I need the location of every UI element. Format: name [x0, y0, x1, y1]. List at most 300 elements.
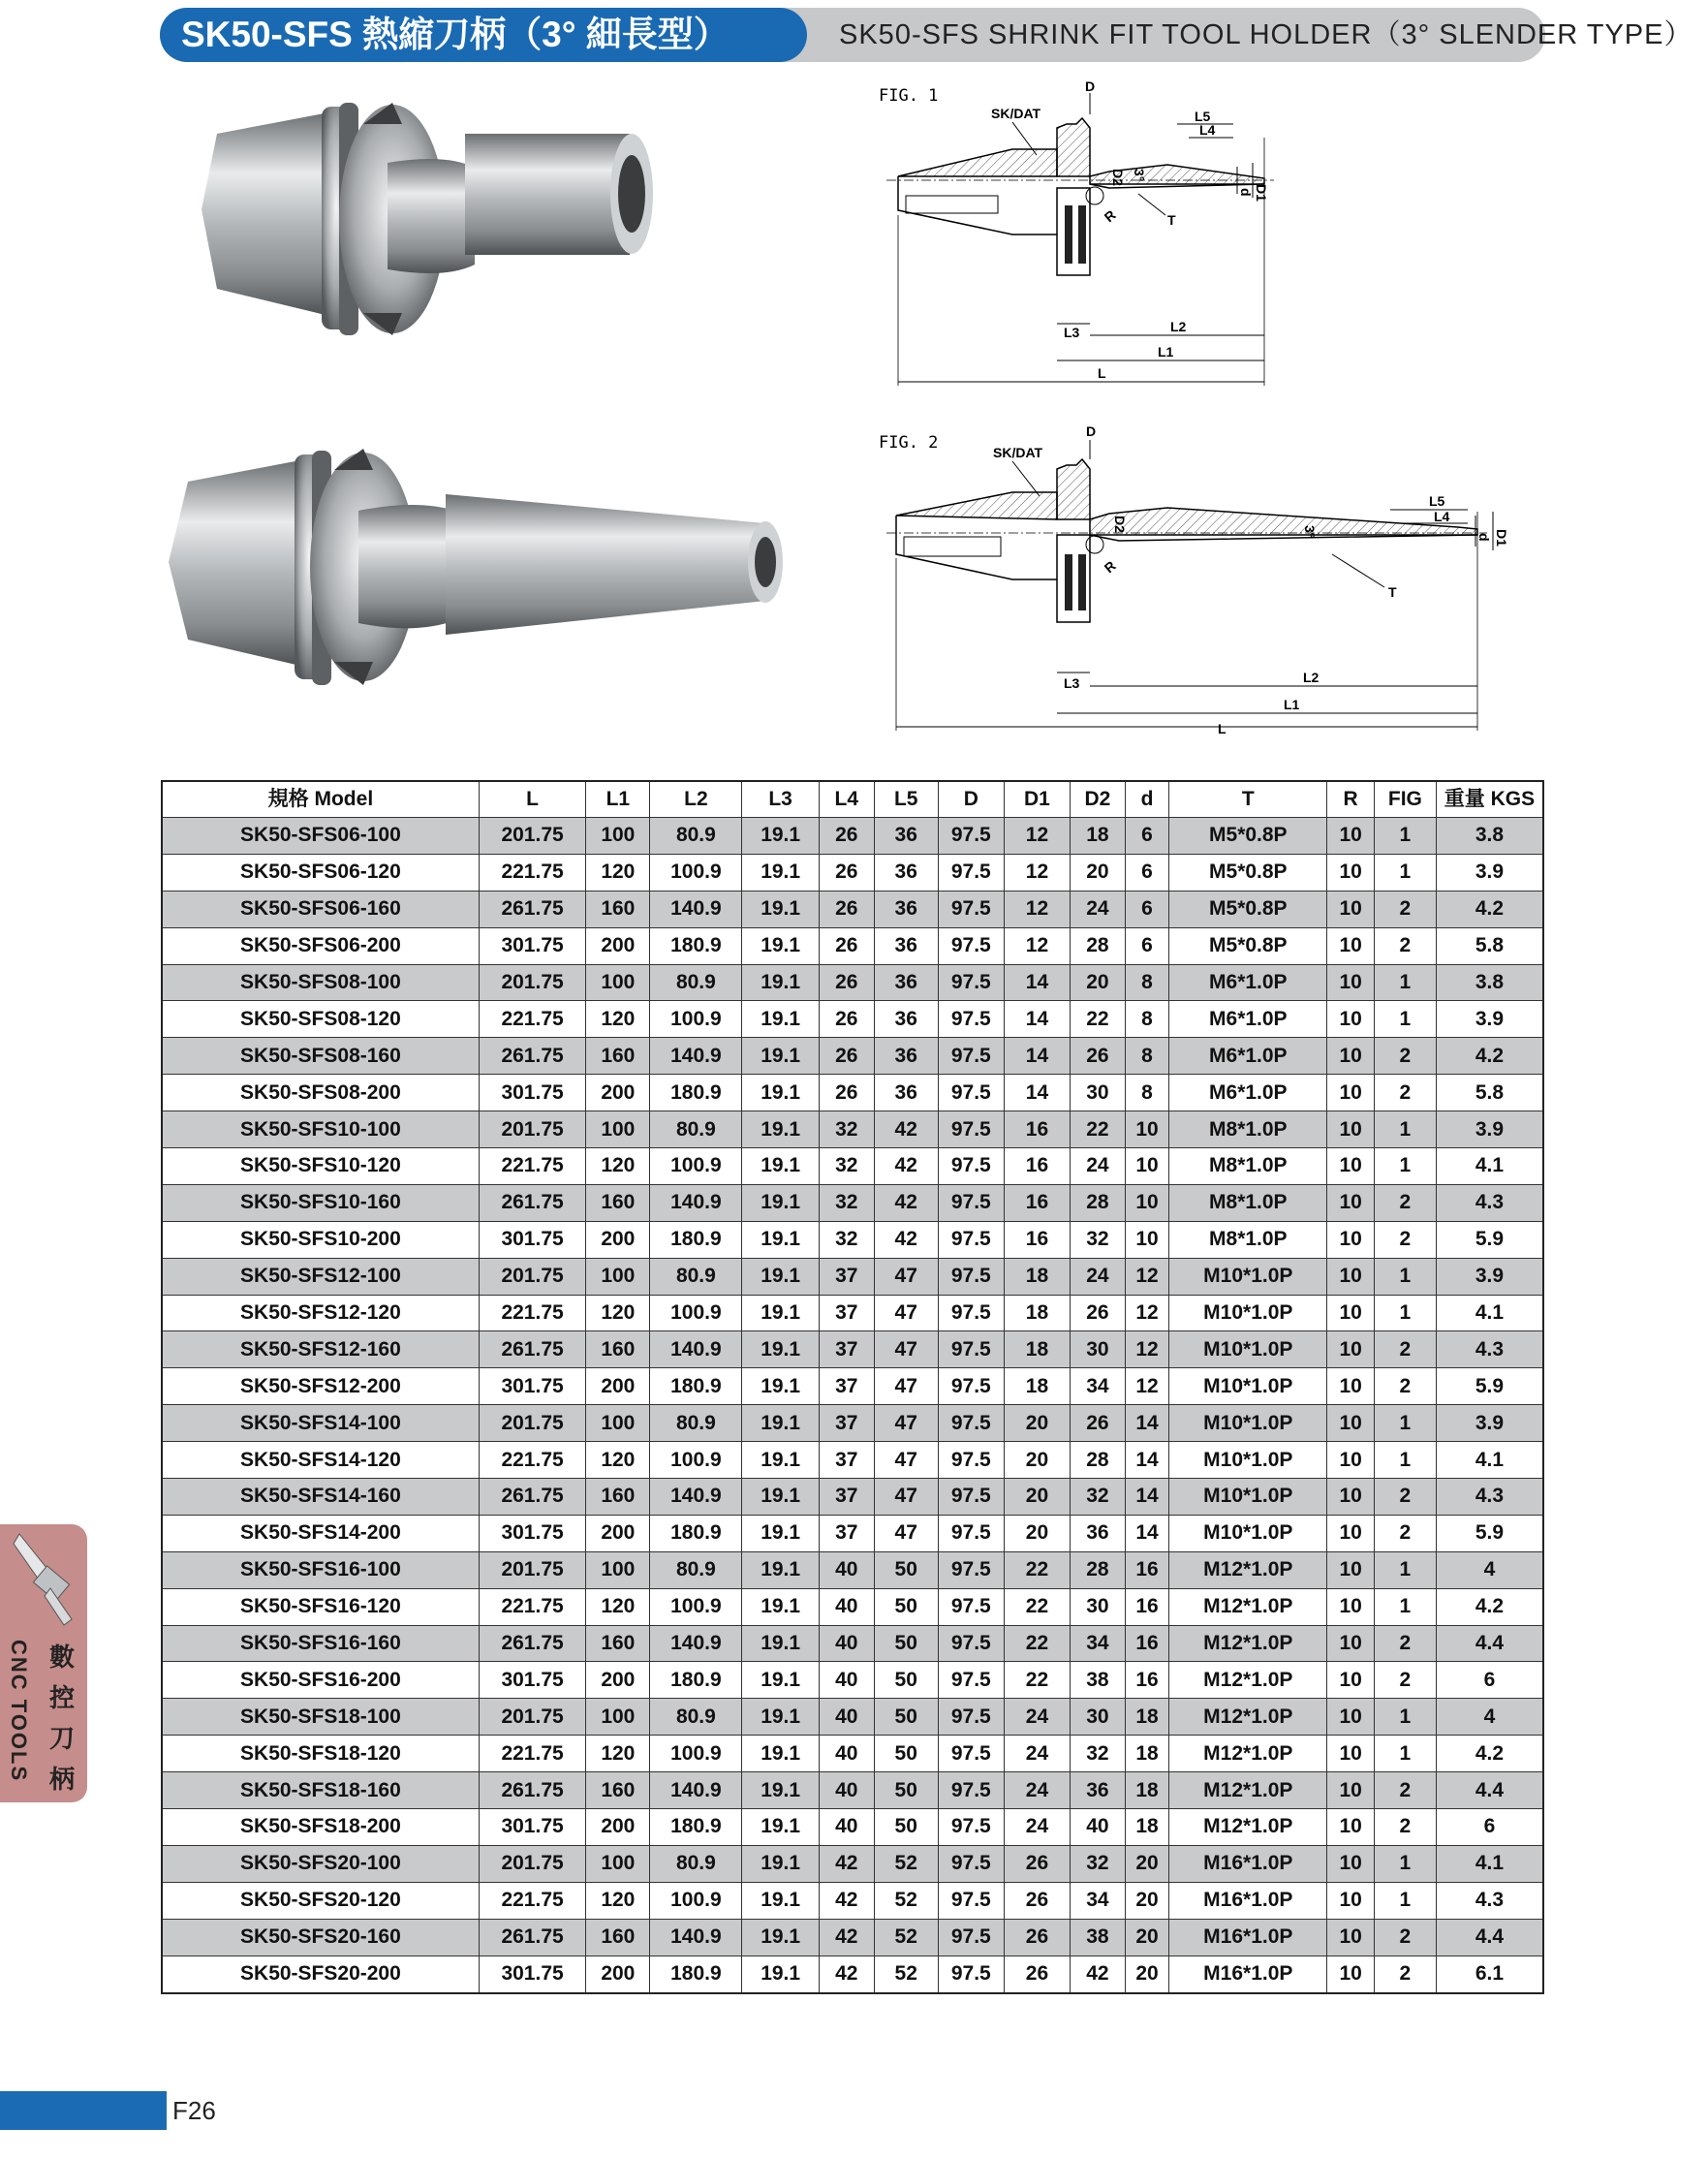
table-cell: 200 — [586, 1368, 650, 1405]
table-cell: 19.1 — [742, 1845, 820, 1882]
table-row — [162, 854, 1543, 891]
table-cell: 16 — [1125, 1662, 1168, 1699]
tool-holder-photo-short — [194, 95, 678, 345]
table-cell: 201.75 — [479, 1405, 585, 1442]
table-cell: 26 — [1071, 1405, 1126, 1442]
table-cell: 37 — [819, 1442, 874, 1479]
table-cell: 221.75 — [479, 1001, 585, 1038]
col-header: 規格 Model — [162, 781, 479, 818]
table-cell: 40 — [819, 1625, 874, 1662]
table-cell: SK50-SFS10-100 — [162, 1111, 479, 1148]
table-cell: 120 — [586, 1882, 650, 1919]
table-cell: 97.5 — [938, 1588, 1004, 1625]
table-cell: 1 — [1374, 1442, 1436, 1479]
table-cell: 42 — [1071, 1956, 1126, 1992]
table-cell: 40 — [819, 1736, 874, 1772]
table-cell: 10 — [1327, 1919, 1375, 1956]
table-cell: 47 — [874, 1515, 938, 1551]
table-cell: 261.75 — [479, 1625, 585, 1662]
table-cell: 2 — [1374, 1956, 1436, 1992]
table-cell: 20 — [1004, 1405, 1070, 1442]
table-cell: 4.1 — [1436, 1442, 1543, 1479]
fig2-dim-d: d — [1476, 533, 1492, 542]
table-cell: SK50-SFS08-200 — [162, 1075, 479, 1111]
table-row — [162, 1442, 1543, 1479]
table-cell: 180.9 — [650, 1662, 742, 1699]
table-row — [162, 1956, 1543, 1992]
table-cell: 97.5 — [938, 1662, 1004, 1699]
spec-table — [161, 780, 1544, 1994]
table-cell: SK50-SFS06-160 — [162, 891, 479, 927]
table-cell: 261.75 — [479, 1331, 585, 1368]
table-cell: 19.1 — [742, 1001, 820, 1038]
table-cell: M16*1.0P — [1169, 1882, 1327, 1919]
table-cell: 1 — [1374, 1736, 1436, 1772]
table-cell: 12 — [1125, 1331, 1168, 1368]
table-cell: 10 — [1327, 1331, 1375, 1368]
table-cell: 16 — [1004, 1148, 1070, 1185]
table-cell: 10 — [1327, 1736, 1375, 1772]
table-cell: 47 — [874, 1442, 938, 1479]
table-cell: 200 — [586, 1221, 650, 1258]
table-cell: 37 — [819, 1368, 874, 1405]
table-cell: 97.5 — [938, 854, 1004, 891]
table-cell: SK50-SFS20-160 — [162, 1919, 479, 1956]
col-header: L1 — [586, 781, 650, 818]
table-cell: 10 — [1327, 1588, 1375, 1625]
table-cell: 22 — [1071, 1001, 1126, 1038]
table-cell: 10 — [1125, 1111, 1168, 1148]
table-cell: 180.9 — [650, 1221, 742, 1258]
table-cell: 10 — [1327, 1221, 1375, 1258]
table-row — [162, 1148, 1543, 1185]
table-cell: 50 — [874, 1588, 938, 1625]
table-cell: 1 — [1374, 1882, 1436, 1919]
table-cell: 200 — [586, 1662, 650, 1699]
table-cell: 52 — [874, 1919, 938, 1956]
table-cell: 6 — [1125, 818, 1168, 855]
table-row — [162, 1184, 1543, 1221]
table-cell: 200 — [586, 927, 650, 964]
table-cell: 200 — [586, 1956, 650, 1992]
table-cell: 10 — [1327, 964, 1375, 1001]
table-cell: 37 — [819, 1295, 874, 1331]
table-cell: 97.5 — [938, 1221, 1004, 1258]
fig2-dim-L1: L1 — [1284, 697, 1300, 712]
table-cell: 20 — [1125, 1919, 1168, 1956]
table-cell: 1 — [1374, 1295, 1436, 1331]
table-cell: 201.75 — [479, 1699, 585, 1736]
fig1-dim-D2: D2 — [1110, 169, 1126, 186]
table-cell: 200 — [586, 1075, 650, 1111]
table-cell: 100.9 — [650, 1882, 742, 1919]
table-cell: 8 — [1125, 1038, 1168, 1075]
table-cell: M6*1.0P — [1169, 1038, 1327, 1075]
col-header: T — [1169, 781, 1327, 818]
table-cell: 97.5 — [938, 1515, 1004, 1551]
table-cell: M5*0.8P — [1169, 854, 1327, 891]
table-cell: 1 — [1374, 964, 1436, 1001]
table-cell: 80.9 — [650, 1405, 742, 1442]
table-cell: 97.5 — [938, 818, 1004, 855]
table-cell: SK50-SFS12-100 — [162, 1258, 479, 1295]
table-cell: M8*1.0P — [1169, 1184, 1327, 1221]
table-cell: SK50-SFS06-200 — [162, 927, 479, 964]
table-cell: 97.5 — [938, 927, 1004, 964]
table-cell: 2 — [1374, 1919, 1436, 1956]
table-cell: 10 — [1327, 891, 1375, 927]
table-cell: 20 — [1125, 1882, 1168, 1919]
table-cell: 16 — [1125, 1588, 1168, 1625]
table-cell: 40 — [819, 1588, 874, 1625]
table-cell: 42 — [874, 1221, 938, 1258]
table-cell: SK50-SFS18-200 — [162, 1809, 479, 1846]
table-cell: 18 — [1071, 818, 1126, 855]
table-cell: 201.75 — [479, 1845, 585, 1882]
col-header: L4 — [819, 781, 874, 818]
table-cell: 2 — [1374, 927, 1436, 964]
table-cell: 97.5 — [938, 1368, 1004, 1405]
table-cell: 100.9 — [650, 1736, 742, 1772]
side-cn-char: 控 — [48, 1684, 75, 1713]
fig1-label: FIG. 1 — [879, 86, 939, 106]
table-cell: 10 — [1125, 1148, 1168, 1185]
table-cell: 22 — [1071, 1111, 1126, 1148]
table-cell: 221.75 — [479, 1736, 585, 1772]
page-title: SK50-SFS 熱縮刀柄（3° 細長型） — [160, 8, 807, 62]
table-cell: 30 — [1071, 1699, 1126, 1736]
fig1-dim-L1: L1 — [1158, 344, 1174, 360]
table-cell: 2 — [1374, 1221, 1436, 1258]
table-cell: 97.5 — [938, 891, 1004, 927]
table-cell: 97.5 — [938, 1479, 1004, 1516]
table-cell: 38 — [1071, 1919, 1126, 1956]
table-cell: 10 — [1327, 1258, 1375, 1295]
table-cell: 20 — [1004, 1479, 1070, 1516]
table-cell: 26 — [819, 891, 874, 927]
table-cell: M16*1.0P — [1169, 1845, 1327, 1882]
table-cell: 5.9 — [1436, 1368, 1543, 1405]
table-cell: SK50-SFS08-120 — [162, 1001, 479, 1038]
table-cell: 50 — [874, 1699, 938, 1736]
table-cell: 36 — [1071, 1772, 1126, 1809]
table-row — [162, 1736, 1543, 1772]
fig2-dim-L3: L3 — [1064, 675, 1080, 691]
table-cell: 221.75 — [479, 1442, 585, 1479]
table-cell: 200 — [586, 1515, 650, 1551]
table-cell: 100 — [586, 1258, 650, 1295]
side-cn-char: 數 — [48, 1643, 75, 1673]
table-cell: 42 — [819, 1919, 874, 1956]
table-cell: 36 — [874, 818, 938, 855]
table-cell: M10*1.0P — [1169, 1295, 1327, 1331]
table-cell: 19.1 — [742, 1405, 820, 1442]
table-cell: M5*0.8P — [1169, 891, 1327, 927]
table-cell: 19.1 — [742, 1772, 820, 1809]
table-cell: 19.1 — [742, 1551, 820, 1588]
table-cell: 19.1 — [742, 1111, 820, 1148]
table-cell: 10 — [1327, 1882, 1375, 1919]
table-cell: 10 — [1327, 1184, 1375, 1221]
table-cell: 120 — [586, 1148, 650, 1185]
table-cell: 10 — [1327, 1368, 1375, 1405]
col-header: d — [1125, 781, 1168, 818]
table-cell: SK50-SFS20-200 — [162, 1956, 479, 1992]
table-cell: 261.75 — [479, 1184, 585, 1221]
table-cell: 32 — [1071, 1221, 1126, 1258]
table-cell: M6*1.0P — [1169, 1075, 1327, 1111]
table-cell: 24 — [1071, 1258, 1126, 1295]
table-cell: 10 — [1327, 818, 1375, 855]
table-cell: 10 — [1327, 1148, 1375, 1185]
side-cn-char: 刀 — [48, 1725, 75, 1754]
table-cell: 19.1 — [742, 1736, 820, 1772]
table-cell: 221.75 — [479, 1588, 585, 1625]
table-cell: SK50-SFS06-100 — [162, 818, 479, 855]
table-cell: 4.1 — [1436, 1295, 1543, 1331]
table-cell: 97.5 — [938, 1405, 1004, 1442]
table-cell: SK50-SFS10-200 — [162, 1221, 479, 1258]
table-cell: 120 — [586, 1442, 650, 1479]
table-cell: 261.75 — [479, 891, 585, 927]
table-cell: 16 — [1125, 1625, 1168, 1662]
table-cell: 4.2 — [1436, 1588, 1543, 1625]
table-cell: M8*1.0P — [1169, 1111, 1327, 1148]
table-row — [162, 891, 1543, 927]
table-cell: M10*1.0P — [1169, 1331, 1327, 1368]
table-cell: SK50-SFS14-200 — [162, 1515, 479, 1551]
table-row — [162, 1551, 1543, 1588]
col-header: L5 — [874, 781, 938, 818]
table-cell: 22 — [1004, 1625, 1070, 1662]
table-cell: 80.9 — [650, 964, 742, 1001]
col-header: 重量 KGS — [1436, 781, 1543, 818]
table-cell: 30 — [1071, 1075, 1126, 1111]
table-cell: 140.9 — [650, 1184, 742, 1221]
table-cell: 301.75 — [479, 1809, 585, 1846]
fig2-dim-R: R — [1101, 557, 1119, 577]
table-cell: 19.1 — [742, 1882, 820, 1919]
table-cell: 100.9 — [650, 1001, 742, 1038]
table-cell: 42 — [874, 1111, 938, 1148]
table-cell: 47 — [874, 1295, 938, 1331]
table-cell: 20 — [1071, 854, 1126, 891]
table-cell: 12 — [1004, 927, 1070, 964]
table-cell: 26 — [1004, 1882, 1070, 1919]
table-cell: 37 — [819, 1515, 874, 1551]
table-cell: 10 — [1327, 1662, 1375, 1699]
table-cell: 97.5 — [938, 1295, 1004, 1331]
table-cell: 10 — [1327, 1111, 1375, 1148]
table-cell: 160 — [586, 1184, 650, 1221]
table-cell: 4.4 — [1436, 1625, 1543, 1662]
table-cell: 32 — [819, 1148, 874, 1185]
table-cell: 26 — [1071, 1038, 1126, 1075]
table-cell: 10 — [1327, 1551, 1375, 1588]
table-row — [162, 964, 1543, 1001]
table-cell: 80.9 — [650, 818, 742, 855]
table-cell: M12*1.0P — [1169, 1699, 1327, 1736]
table-row — [162, 1662, 1543, 1699]
table-cell: 261.75 — [479, 1919, 585, 1956]
table-cell: 5.9 — [1436, 1221, 1543, 1258]
table-cell: 28 — [1071, 927, 1126, 964]
table-cell: M10*1.0P — [1169, 1479, 1327, 1516]
table-cell: SK50-SFS06-120 — [162, 854, 479, 891]
table-row — [162, 1479, 1543, 1516]
table-cell: 80.9 — [650, 1551, 742, 1588]
table-cell: 14 — [1004, 1038, 1070, 1075]
table-cell: 301.75 — [479, 1075, 585, 1111]
table-cell: SK50-SFS18-160 — [162, 1772, 479, 1809]
table-cell: 97.5 — [938, 1001, 1004, 1038]
table-cell: 3.9 — [1436, 1258, 1543, 1295]
table-cell: 28 — [1071, 1442, 1126, 1479]
table-cell: 97.5 — [938, 1736, 1004, 1772]
table-cell: 8 — [1125, 964, 1168, 1001]
table-cell: 24 — [1071, 1148, 1126, 1185]
fig1-dim-L3: L3 — [1064, 325, 1080, 340]
table-cell: 50 — [874, 1772, 938, 1809]
table-cell: SK50-SFS10-160 — [162, 1184, 479, 1221]
table-cell: M10*1.0P — [1169, 1515, 1327, 1551]
table-cell: 160 — [586, 1331, 650, 1368]
table-cell: 18 — [1125, 1772, 1168, 1809]
table-cell: 20 — [1004, 1442, 1070, 1479]
table-cell: 10 — [1327, 1001, 1375, 1038]
table-cell: 1 — [1374, 1845, 1436, 1882]
table-cell: 160 — [586, 1625, 650, 1662]
table-cell: 4.3 — [1436, 1184, 1543, 1221]
table-cell: 10 — [1327, 1809, 1375, 1846]
table-cell: 32 — [819, 1111, 874, 1148]
col-header: L3 — [742, 781, 820, 818]
table-cell: 2 — [1374, 1809, 1436, 1846]
table-cell: 42 — [819, 1956, 874, 1992]
table-cell: 18 — [1125, 1809, 1168, 1846]
table-cell: 52 — [874, 1956, 938, 1992]
table-cell: 100 — [586, 1111, 650, 1148]
table-cell: M16*1.0P — [1169, 1919, 1327, 1956]
table-cell: 50 — [874, 1625, 938, 1662]
table-cell: SK50-SFS12-200 — [162, 1368, 479, 1405]
table-cell: 10 — [1327, 1772, 1375, 1809]
table-cell: 19.1 — [742, 1699, 820, 1736]
table-cell: M12*1.0P — [1169, 1736, 1327, 1772]
col-header: L — [479, 781, 585, 818]
table-cell: 97.5 — [938, 1809, 1004, 1846]
table-cell: 100 — [586, 1405, 650, 1442]
fig1-dim-L2: L2 — [1170, 319, 1187, 334]
table-cell: 30 — [1071, 1331, 1126, 1368]
table-cell: 6 — [1436, 1662, 1543, 1699]
table-cell: 47 — [874, 1479, 938, 1516]
table-cell: 19.1 — [742, 1038, 820, 1075]
table-cell: 100.9 — [650, 1588, 742, 1625]
table-cell: 2 — [1374, 891, 1436, 927]
fig1-dim-L4: L4 — [1199, 122, 1216, 138]
table-cell: 6.1 — [1436, 1956, 1543, 1992]
table-cell: 2 — [1374, 1479, 1436, 1516]
table-row — [162, 1882, 1543, 1919]
table-cell: 14 — [1004, 964, 1070, 1001]
table-cell: SK50-SFS10-120 — [162, 1148, 479, 1185]
table-cell: 12 — [1125, 1368, 1168, 1405]
table-cell: M10*1.0P — [1169, 1368, 1327, 1405]
table-cell: 36 — [874, 1001, 938, 1038]
table-cell: 10 — [1327, 927, 1375, 964]
fig1-dim-d: d — [1238, 188, 1254, 197]
table-cell: M12*1.0P — [1169, 1551, 1327, 1588]
table-cell: SK50-SFS08-160 — [162, 1038, 479, 1075]
side-tab-cn-text — [46, 1638, 78, 1800]
table-row — [162, 1515, 1543, 1551]
table-cell: SK50-SFS08-100 — [162, 964, 479, 1001]
table-cell: 10 — [1327, 1625, 1375, 1662]
table-cell: 140.9 — [650, 1479, 742, 1516]
table-cell: 261.75 — [479, 1479, 585, 1516]
table-cell: 47 — [874, 1331, 938, 1368]
table-row — [162, 1368, 1543, 1405]
table-cell: 201.75 — [479, 964, 585, 1001]
table-cell: 19.1 — [742, 1919, 820, 1956]
table-cell: 6 — [1125, 927, 1168, 964]
table-cell: 14 — [1004, 1001, 1070, 1038]
table-cell: 200 — [586, 1809, 650, 1846]
table-row — [162, 1038, 1543, 1075]
table-cell: 19.1 — [742, 1662, 820, 1699]
table-cell: 47 — [874, 1258, 938, 1295]
table-cell: 34 — [1071, 1625, 1126, 1662]
table-cell: 2 — [1374, 1038, 1436, 1075]
table-cell: 8 — [1125, 1001, 1168, 1038]
fig1-dim-deg: 3° — [1132, 169, 1147, 182]
table-cell: 20 — [1125, 1956, 1168, 1992]
table-cell: 19.1 — [742, 1075, 820, 1111]
table-cell: 36 — [874, 1038, 938, 1075]
table-cell: 3.9 — [1436, 1405, 1543, 1442]
table-cell: 97.5 — [938, 1075, 1004, 1111]
table-cell: 261.75 — [479, 1038, 585, 1075]
table-cell: 1 — [1374, 1588, 1436, 1625]
table-cell: 37 — [819, 1479, 874, 1516]
table-cell: 140.9 — [650, 1038, 742, 1075]
tool-holder-photo-long — [165, 441, 794, 695]
table-cell: 20 — [1125, 1845, 1168, 1882]
table-cell: 18 — [1004, 1295, 1070, 1331]
table-cell: 19.1 — [742, 1809, 820, 1846]
table-cell: 80.9 — [650, 1111, 742, 1148]
table-cell: 19.1 — [742, 1331, 820, 1368]
table-cell: 22 — [1004, 1588, 1070, 1625]
table-cell: 2 — [1374, 1772, 1436, 1809]
fig2-sk-label: SK/DAT — [993, 445, 1043, 460]
fig2-dim-D2: D2 — [1112, 516, 1128, 533]
table-row — [162, 818, 1543, 855]
table-cell: 160 — [586, 1479, 650, 1516]
table-cell: 50 — [874, 1736, 938, 1772]
table-cell: 4.2 — [1436, 1736, 1543, 1772]
table-cell: 180.9 — [650, 927, 742, 964]
table-row — [162, 1809, 1543, 1846]
table-cell: 4.3 — [1436, 1479, 1543, 1516]
table-cell: 47 — [874, 1405, 938, 1442]
table-cell: 2 — [1374, 1625, 1436, 1662]
table-cell: 201.75 — [479, 1111, 585, 1148]
table-row — [162, 1295, 1543, 1331]
table-cell: 6 — [1436, 1809, 1543, 1846]
table-cell: 120 — [586, 854, 650, 891]
